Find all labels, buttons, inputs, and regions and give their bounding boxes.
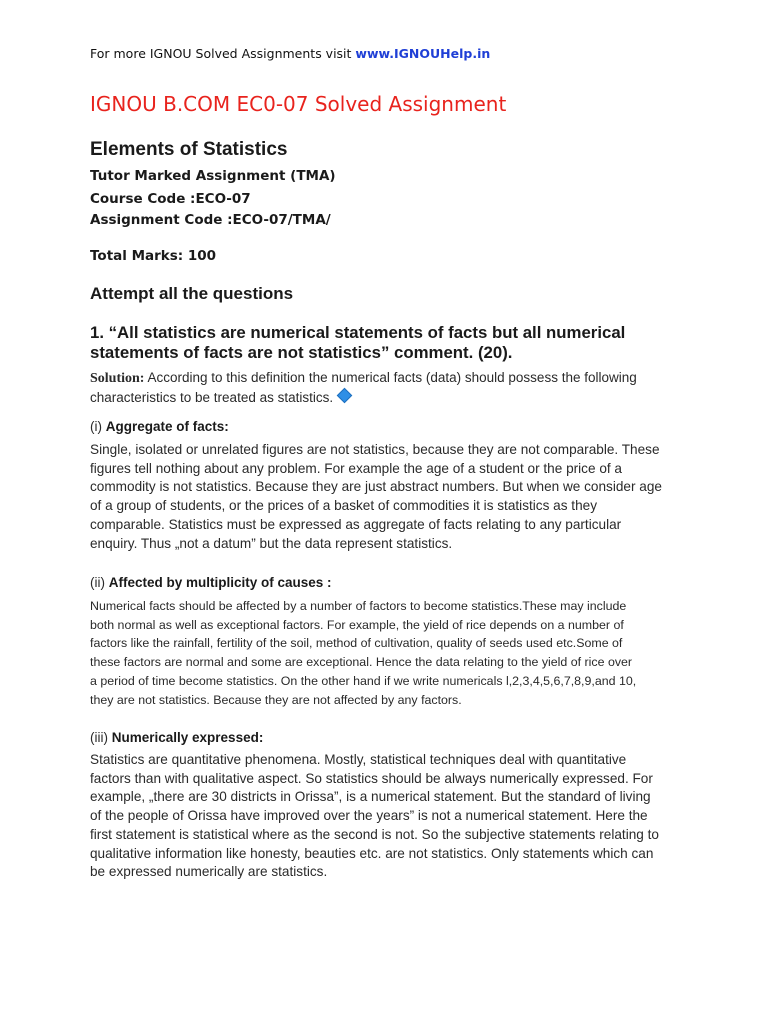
solution-label: Solution:	[90, 371, 145, 386]
course-code: Course Code :ECO-07	[90, 191, 251, 207]
section-heading-numerically-expressed	[90, 730, 263, 745]
section-title: Aggregate of facts:	[105, 419, 229, 434]
main-title: IGNOU B.COM EC0-07 Solved Assignment	[90, 92, 507, 116]
paragraph-line: a period of time become statistics. On the other hand if we write numericals l,2,3,4,5,6,7,8,9,and 10,	[90, 673, 637, 688]
assignment-type: Tutor Marked Assignment (TMA)	[90, 168, 336, 184]
paragraph-line: enquiry. Thus „not a datum” but the data represent statistics.	[90, 535, 453, 551]
promo-text: For more IGNOU Solved Assignments visit	[90, 46, 356, 61]
paragraph-line: first statement is statistical where as the second is not. So the subjective statements relating to	[90, 826, 659, 842]
instruction-heading: Attempt all the questions	[90, 284, 294, 303]
section-paragraph-aggregate	[90, 441, 690, 553]
paragraph-line: both normal as well as exceptional factors. For example, the yield of rice depends on a number of	[90, 617, 624, 632]
assignment-code: Assignment Code :ECO-07/TMA/	[90, 212, 331, 228]
paragraph-line: comparable. Statistics must be expressed as aggregate of facts relating to any particular	[90, 516, 622, 532]
section-paragraph-multiplicity	[90, 597, 690, 709]
section-number: (iii)	[90, 730, 112, 745]
paragraph-line: these factors are normal and some are exceptional. Hence the data relating to the yield of rice over	[90, 655, 633, 670]
section-heading-aggregate	[90, 419, 229, 434]
paragraph-line: commodity is not statistics. Because they are just abstract numbers. But when we consider age	[90, 479, 662, 495]
solution-text: According to this definition the numerical facts (data) should possess the following characteristics to be treated as statistics.	[90, 370, 637, 405]
promo-link[interactable]: www.IGNOUHelp.in	[355, 46, 491, 61]
paragraph-line: factors like the rainfall, fertility of the soil, method of cultivation, quality of seeds used etc.Some of	[90, 636, 623, 651]
paragraph-line: figures tell nothing about any problem. For example the age of a student or the price of a	[90, 460, 622, 476]
paragraph-line: Single, isolated or unrelated figures are not statistics, because they are not comparable. These	[90, 442, 660, 457]
paragraph-line: Statistics are quantitative phenomena. Mostly, statistical techniques deal with quantitative	[90, 752, 627, 767]
document-title: Elements of Statistics	[90, 139, 288, 160]
paragraph-line: they are not statistics. Because they are not affected by any factors.	[90, 692, 462, 707]
promo-line	[90, 46, 490, 61]
total-marks: Total Marks: 100	[90, 248, 217, 264]
paragraph-line: example, „there are 30 districts in Orissa”, is a numerical statement. But the standard of living	[90, 789, 651, 805]
section-title: Affected by multiplicity of causes :	[108, 575, 332, 590]
paragraph-line: Numerical facts should be affected by a number of factors to become statistics.These may include	[90, 599, 627, 613]
section-title: Numerically expressed:	[111, 730, 264, 745]
section-heading-multiplicity	[90, 575, 332, 590]
section-number: (ii)	[90, 575, 109, 590]
paragraph-line: of the people of Orissa have improved over the years” is not a numerical statement. Here the	[90, 808, 648, 824]
question-heading: 1. “All statistics are numerical statements of facts but all numerical statements of facts are not statistics” comment. (20).	[90, 323, 626, 362]
section-number: (i)	[90, 419, 106, 434]
paragraph-line: of a group of students, or the prices of a basket of commodities it is statistics as they	[90, 498, 597, 514]
paragraph-line: qualitative information like honesty, beauties etc. are not statistics. Only statements which can	[90, 845, 654, 861]
diamond-icon	[337, 387, 353, 403]
solution-paragraph	[90, 369, 650, 407]
section-paragraph-numerically-expressed	[90, 751, 690, 882]
paragraph-line: factors than with qualitative aspect. So statistics should be always numerically expressed. For	[90, 770, 653, 786]
paragraph-line: be expressed numerically are statistics.	[90, 864, 328, 880]
